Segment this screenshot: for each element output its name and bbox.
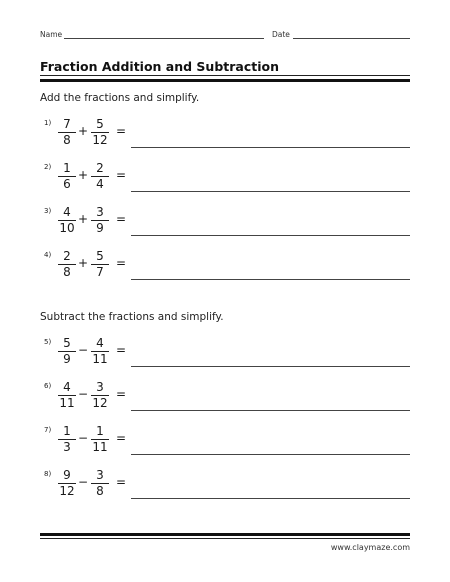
answer-line[interactable] — [131, 498, 410, 499]
numerator: 5 — [63, 336, 71, 350]
footer-divider-thick — [40, 533, 410, 536]
operator: + — [78, 168, 89, 182]
name-date-row — [40, 30, 410, 42]
fraction-a — [56, 205, 78, 236]
problem-5 — [40, 336, 410, 376]
equals-sign: = — [116, 212, 127, 226]
denominator: 12 — [59, 484, 75, 498]
numerator: 1 — [96, 424, 104, 438]
fraction-a — [56, 161, 78, 192]
fraction-a — [56, 424, 78, 455]
equals-sign: = — [116, 343, 127, 357]
numerator: 2 — [96, 161, 104, 175]
fraction-b — [89, 161, 111, 192]
fraction-b — [89, 424, 111, 455]
operator: − — [78, 387, 89, 401]
numerator: 4 — [63, 205, 71, 219]
name-field[interactable] — [64, 38, 264, 39]
fraction-a — [56, 249, 78, 280]
fraction-b — [89, 205, 111, 236]
numerator: 2 — [63, 249, 71, 263]
problem-number: 1) — [44, 119, 52, 127]
numerator: 5 — [96, 117, 104, 131]
title-divider-thick — [40, 79, 410, 82]
denominator: 9 — [96, 221, 104, 235]
equals-sign: = — [116, 256, 127, 270]
problem-7 — [40, 424, 410, 464]
operator: − — [78, 475, 89, 489]
title-divider-thin — [40, 75, 410, 76]
footer-divider-thin — [40, 538, 410, 539]
denominator: 7 — [96, 265, 104, 279]
problem-number: 3) — [44, 207, 52, 215]
denominator: 11 — [92, 440, 108, 454]
equals-sign: = — [116, 124, 127, 138]
problem-2 — [40, 161, 410, 201]
numerator: 3 — [96, 468, 104, 482]
addition-instruction: Add the fractions and simplify. — [40, 92, 200, 104]
denominator: 8 — [96, 484, 104, 498]
problem-3 — [40, 205, 410, 245]
fraction-a — [56, 468, 78, 499]
footer-url: www.claymaze.com — [330, 543, 410, 552]
denominator: 11 — [92, 352, 108, 366]
answer-line[interactable] — [131, 279, 410, 280]
denominator: 10 — [59, 221, 75, 235]
answer-line[interactable] — [131, 410, 410, 411]
denominator: 3 — [63, 440, 71, 454]
fraction-b — [89, 117, 111, 148]
numerator: 1 — [63, 161, 71, 175]
fraction-b — [89, 249, 111, 280]
numerator: 9 — [63, 468, 71, 482]
operator: + — [78, 256, 89, 270]
numerator: 5 — [96, 249, 104, 263]
answer-line[interactable] — [131, 191, 410, 192]
problem-6 — [40, 380, 410, 420]
name-label: Name — [40, 30, 63, 39]
denominator: 4 — [96, 177, 104, 191]
denominator: 12 — [92, 396, 108, 410]
operator: + — [78, 212, 89, 226]
problem-8 — [40, 468, 410, 508]
numerator: 3 — [96, 380, 104, 394]
fraction-b — [89, 468, 111, 499]
operator: − — [78, 431, 89, 445]
page-title: Fraction Addition and Subtraction — [40, 59, 280, 74]
equals-sign: = — [116, 431, 127, 445]
equals-sign: = — [116, 475, 127, 489]
date-field[interactable] — [293, 38, 410, 39]
operator: − — [78, 343, 89, 357]
problem-number: 5) — [44, 338, 52, 346]
problem-number: 8) — [44, 470, 52, 478]
numerator: 1 — [63, 424, 71, 438]
numerator: 7 — [63, 117, 71, 131]
fraction-a — [56, 336, 78, 367]
fraction-b — [89, 380, 111, 411]
denominator: 6 — [63, 177, 71, 191]
problem-number: 6) — [44, 382, 52, 390]
problem-number: 7) — [44, 426, 52, 434]
fraction-b — [89, 336, 111, 367]
answer-line[interactable] — [131, 235, 410, 236]
answer-line[interactable] — [131, 147, 410, 148]
numerator: 4 — [96, 336, 104, 350]
problem-1 — [40, 117, 410, 157]
denominator: 9 — [63, 352, 71, 366]
operator: + — [78, 124, 89, 138]
numerator: 4 — [63, 380, 71, 394]
denominator: 11 — [59, 396, 75, 410]
equals-sign: = — [116, 168, 127, 182]
subtraction-instruction: Subtract the fractions and simplify. — [40, 311, 224, 323]
fraction-a — [56, 117, 78, 148]
problem-number: 4) — [44, 251, 52, 259]
fraction-a — [56, 380, 78, 411]
problem-4 — [40, 249, 410, 289]
denominator: 12 — [92, 133, 108, 147]
denominator: 8 — [63, 133, 71, 147]
date-label: Date — [272, 30, 290, 39]
problem-number: 2) — [44, 163, 52, 171]
equals-sign: = — [116, 387, 127, 401]
answer-line[interactable] — [131, 366, 410, 367]
numerator: 3 — [96, 205, 104, 219]
answer-line[interactable] — [131, 454, 410, 455]
denominator: 8 — [63, 265, 71, 279]
